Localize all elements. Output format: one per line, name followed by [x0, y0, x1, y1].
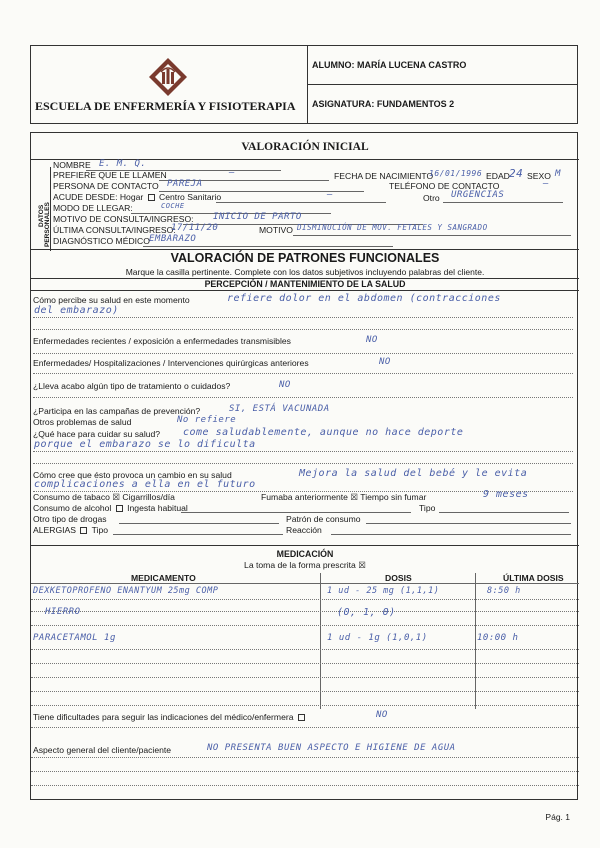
centro-line — [216, 202, 386, 203]
a-tratamiento[interactable]: NO — [279, 380, 291, 390]
q-hospital: Enfermedades/ Hospitalizaciones / Intervenciones quirúrgicas anteriores — [33, 358, 309, 368]
tabaco-label: Consumo de tabaco ☒ Cigarrillos/día — [33, 492, 175, 502]
q-otros: Otros problemas de salud — [33, 417, 132, 427]
prefiere-value[interactable]: – — [229, 168, 235, 178]
divider — [31, 545, 579, 546]
alcohol-label: Consumo de alcohol Ingesta habitual — [33, 503, 188, 513]
a-otros[interactable]: No refiere — [177, 415, 237, 425]
answer-line — [33, 329, 573, 330]
section-percepcion: PERCEPCIÓN / MANTENIMIENTO DE LA SALUD — [204, 279, 406, 289]
tiempo-label: Tiempo sin fumar — [360, 492, 427, 502]
drogas-line — [119, 523, 279, 524]
edad-label: EDAD — [486, 171, 510, 181]
answer-line — [33, 373, 573, 374]
student-info — [308, 46, 577, 123]
side-label-personales: PERSONALES — [44, 202, 51, 247]
contacto-label: PERSONA DE CONTACTO — [53, 181, 159, 191]
ingesta-label: Ingesta habitual — [127, 503, 188, 513]
patrones-title: VALORACIÓN DE PATRONES FUNCIONALES — [170, 251, 440, 265]
alergias-label: ALERGIAS Tipo — [33, 525, 109, 535]
modo-value[interactable]: COCHE — [161, 202, 185, 210]
med-row-2-name[interactable]: HIERRO — [45, 607, 81, 617]
telefono-label: TELÉFONO DE CONTACTO — [389, 181, 500, 191]
med-row-1-ultima[interactable]: 8:50 h — [487, 586, 521, 596]
answer-line — [31, 757, 579, 758]
drogas-label: Otro tipo de drogas — [33, 514, 107, 524]
diagnostico-line — [143, 246, 393, 247]
a-percibe-2[interactable]: del embarazo) — [34, 305, 119, 316]
answer-line — [33, 451, 573, 452]
acude-value[interactable]: – — [327, 190, 333, 200]
fumaba-label: Fumaba anteriormente ☒ Tiempo sin fumar — [261, 492, 427, 502]
tiempo-value[interactable]: 9 meses — [483, 489, 529, 500]
med-row-1-name[interactable]: DEXKETOPROFENO ENANTYUM 25mg COMP — [33, 586, 219, 596]
ingesta-line — [181, 512, 411, 513]
fecha-value[interactable]: 16/01/1996 — [429, 169, 483, 178]
ultima-label: ÚLTIMA CONSULTA/INGRESO: — [53, 225, 176, 235]
acude-label: ACUDE DESDE: Hogar Centro Sanitario — [53, 192, 222, 202]
a-enfermedades[interactable]: NO — [366, 335, 378, 345]
answer-line — [33, 397, 573, 398]
nombre-label: NOMBRE — [53, 160, 91, 170]
ultima-motivo-line — [293, 235, 571, 236]
form-title: VALORACIÓN INICIAL — [241, 141, 369, 153]
asignatura-cell: ASIGNATURA: FUNDAMENTOS 2 — [312, 99, 455, 109]
table-row-line — [31, 625, 579, 626]
header-box — [30, 45, 578, 124]
table-row-line — [31, 649, 579, 650]
otro-line — [443, 202, 563, 203]
medicacion-title: MEDICACIÓN — [276, 549, 334, 559]
school-cell — [31, 46, 308, 123]
alergias-tipo-line — [113, 534, 283, 535]
q-dificultades: Tiene dificultades para seguir las indicaciones del médico/enfermera — [33, 712, 307, 722]
nombre-value[interactable]: E. M. Q. — [99, 159, 147, 169]
side-label-datos: DATOS — [38, 204, 45, 227]
alumno-cell: ALUMNO: MARÍA LUCENA CASTRO — [308, 46, 577, 85]
table-row-line — [31, 705, 579, 706]
alergias-checkbox[interactable] — [80, 527, 87, 534]
cigarrillos-label: Cigarrillos/día — [122, 492, 175, 502]
prescrita-checkbox[interactable]: ☒ — [358, 560, 366, 570]
medicacion-subtitle: La toma de la forma prescrita ☒ — [244, 560, 366, 570]
answer-line — [31, 727, 579, 728]
a-campanas[interactable]: SI, ESTÁ VACUNADA — [229, 404, 330, 414]
q-percibe: Cómo percibe su salud en este momento — [33, 295, 190, 305]
q-cuidar: ¿Qué hace para cuidar su salud? — [33, 429, 161, 439]
table-row-line — [31, 663, 579, 664]
patrones-subtitle: Marque la casilla pertinente. Complete con los datos subjetivos incluyendo palabras del cliente. — [125, 267, 485, 277]
table-row-line — [31, 691, 579, 692]
hogar-checkbox[interactable] — [148, 194, 155, 201]
motivo-label: MOTIVO DE CONSULTA/INGRESO: — [53, 214, 194, 224]
alcohol-checkbox[interactable] — [116, 505, 123, 512]
a-cambio-2[interactable]: complicaciones a ella en el futuro — [34, 479, 256, 490]
answer-line — [33, 463, 573, 464]
school-name: ESCUELA DE ENFERMERÍA Y FISIOTERAPIA — [35, 99, 296, 113]
contacto-value[interactable]: PAREJA — [167, 179, 203, 189]
a-aspecto[interactable]: NO PRESENTA BUEN ASPECTO E HIGIENE DE AGUA — [207, 743, 456, 753]
med-row-3-ultima[interactable]: 10:00 h — [477, 633, 519, 643]
answer-line — [31, 771, 579, 772]
school-logo-icon — [148, 57, 188, 97]
col-divider — [320, 573, 321, 709]
motivo-value[interactable]: INICIO DE PARTO — [213, 212, 302, 222]
patron-label: Patrón de consumo — [286, 514, 361, 524]
diagnostico-value[interactable]: EMBARAZO — [149, 234, 197, 244]
med-row-3-dosis[interactable]: 1 ud - 1g (1,0,1) — [327, 633, 428, 643]
answer-line — [33, 353, 573, 354]
q-aspecto: Aspecto general del cliente/paciente — [33, 745, 172, 755]
answer-line — [33, 317, 573, 318]
ultima-motivo-label: MOTIVO — [259, 225, 293, 235]
prefiere-label: PREFIERE QUE LE LLAMEN — [53, 170, 167, 180]
fecha-label: FECHA DE NACIMIENTO — [334, 171, 434, 181]
reaccion-label: Reacción — [286, 525, 322, 535]
dificultades-checkbox[interactable] — [298, 714, 305, 721]
tipo-label: Tipo — [419, 503, 436, 513]
table-row-line — [31, 611, 579, 612]
a-cuidar-1[interactable]: come saludablemente, aunque no hace deporte — [183, 427, 464, 438]
med-row-3-name[interactable]: PARACETAMOL 1g — [33, 633, 116, 643]
a-hospital[interactable]: NO — [379, 357, 391, 367]
patron-line — [366, 523, 571, 524]
sexo-value[interactable]: M — [555, 169, 561, 179]
diagnostico-label: DIAGNÓSTICO MÉDICO — [53, 236, 150, 246]
table-row-line — [31, 677, 579, 678]
divider — [31, 249, 579, 250]
a-cuidar-2[interactable]: porque el embarazo se lo dificulta — [34, 439, 256, 450]
datos-side-label — [37, 167, 51, 251]
q-tratamiento: ¿Lleva acabo algún tipo de tratamiento o cuidados? — [33, 381, 231, 391]
alergias-tipo-label: Tipo — [91, 525, 109, 535]
table-header-line — [31, 583, 579, 584]
reaccion-line — [331, 534, 571, 535]
q-enfermedades: Enfermedades recientes / exposición a enfermedades transmisibles — [33, 336, 291, 346]
centro-label: Centro Sanitario — [159, 192, 222, 202]
tipo-line — [439, 512, 569, 513]
col-dosis: DOSIS — [385, 573, 412, 583]
ultima-motivo-value[interactable]: DISMINUCIÓN DE MOV. FETALES Y SANGRADO — [297, 223, 488, 232]
answer-line — [31, 785, 579, 786]
col-medicamento: MEDICAMENTO — [131, 573, 196, 583]
med-row-1-dosis[interactable]: 1 ud - 25 mg (1,1,1) — [327, 586, 440, 596]
edad-value[interactable]: 24 — [509, 167, 524, 180]
med-row-2-dosis[interactable]: (0, 1, 0) — [337, 607, 396, 618]
q-cambio: Cómo cree que ésto provoca un cambio en su salud — [33, 470, 232, 480]
table-row-line — [31, 599, 579, 600]
modo-label: MODO DE LLEGAR: — [53, 203, 133, 213]
telefono-value[interactable]: – — [543, 179, 549, 189]
otro-value[interactable]: URGENCIAS — [451, 190, 505, 200]
q-campanas: ¿Participa en las campañas de prevención? — [33, 406, 201, 416]
otro-label: Otro — [423, 193, 440, 203]
ultima-value[interactable]: 17/11/20 — [171, 223, 219, 233]
form-box — [30, 132, 578, 800]
sexo-label: SEXO — [527, 171, 551, 181]
a-dificultades[interactable]: NO — [376, 710, 388, 720]
a-percibe-1[interactable]: refiere dolor en el abdomen (contracciones — [227, 293, 501, 304]
divider — [31, 290, 579, 291]
col-ultima: ÚLTIMA DOSIS — [503, 573, 564, 583]
a-cambio-1[interactable]: Mejora la salud del bebé y le evita — [299, 468, 528, 479]
fumaba-checkbox[interactable]: ☒ — [350, 492, 359, 502]
page-number: Pág. 1 — [545, 812, 570, 822]
tabaco-checkbox[interactable]: ☒ — [112, 492, 121, 502]
col-divider — [475, 573, 476, 709]
